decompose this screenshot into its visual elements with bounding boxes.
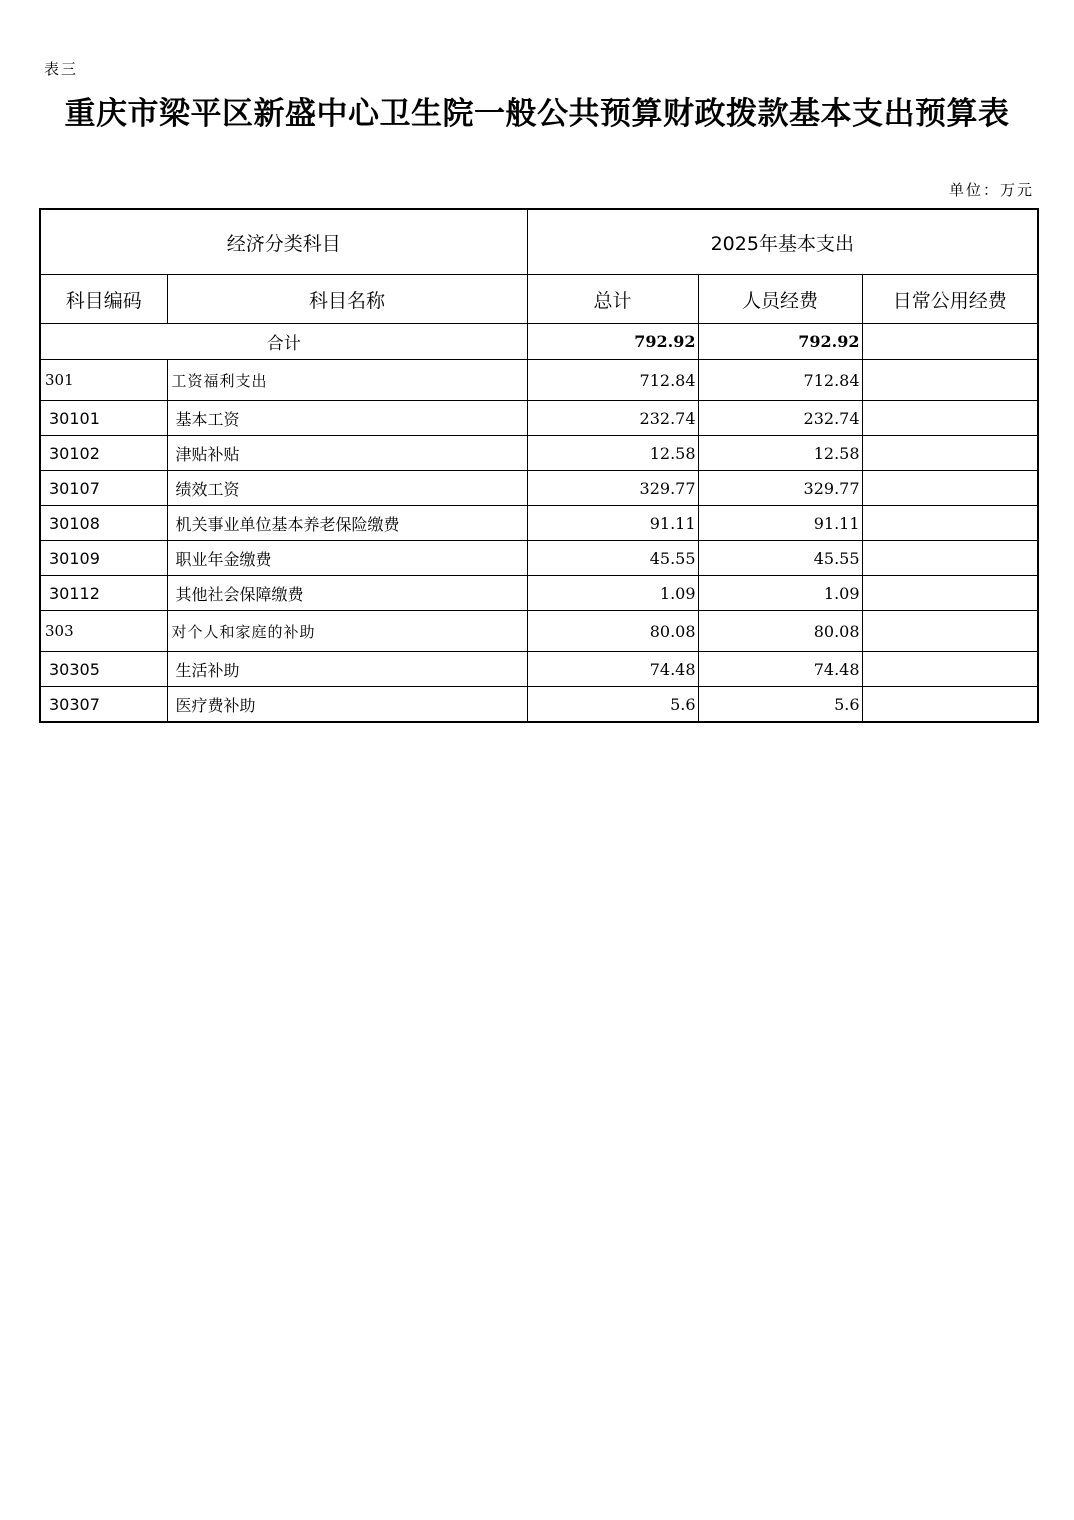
header-total: 总计 (527, 275, 698, 324)
row-public (862, 652, 1038, 687)
row-public (862, 360, 1038, 401)
row-name: 职业年金缴费 (167, 541, 527, 576)
total-row (40, 324, 1038, 360)
row-name: 医疗费补助 (167, 687, 527, 723)
row-total: 45.55 (527, 541, 698, 576)
row-total: 74.48 (527, 652, 698, 687)
row-name: 对个人和家庭的补助 (167, 611, 527, 652)
header-row-2 (40, 275, 1038, 324)
row-total: 232.74 (527, 401, 698, 436)
page-title: 重庆市梁平区新盛中心卫生院一般公共预算财政拨款基本支出预算表 (64, 96, 1010, 132)
row-public (862, 401, 1038, 436)
row-public (862, 611, 1038, 652)
header-year-expense: 2025年基本支出 (527, 209, 1038, 275)
total-personnel: 792.92 (698, 324, 862, 360)
row-code: 303 (40, 611, 167, 652)
row-name: 工资福利支出 (167, 360, 527, 401)
table-row (40, 687, 1038, 723)
row-public (862, 541, 1038, 576)
row-code: 30108 (40, 506, 167, 541)
row-name: 基本工资 (167, 401, 527, 436)
table-row (40, 436, 1038, 471)
row-public (862, 436, 1038, 471)
row-name: 津贴补贴 (167, 436, 527, 471)
row-public (862, 576, 1038, 611)
row-personnel: 5.6 (698, 687, 862, 723)
table-row (40, 401, 1038, 436)
total-label: 合计 (40, 324, 527, 360)
row-personnel: 45.55 (698, 541, 862, 576)
row-code: 30102 (40, 436, 167, 471)
row-total: 329.77 (527, 471, 698, 506)
row-total: 712.84 (527, 360, 698, 401)
header-code: 科目编码 (40, 275, 167, 324)
table-row (40, 360, 1038, 401)
header-public: 日常公用经费 (862, 275, 1038, 324)
row-personnel: 232.74 (698, 401, 862, 436)
row-code: 30112 (40, 576, 167, 611)
budget-table (39, 208, 1039, 723)
row-personnel: 74.48 (698, 652, 862, 687)
row-name: 生活补助 (167, 652, 527, 687)
row-personnel: 12.58 (698, 436, 862, 471)
row-personnel: 712.84 (698, 360, 862, 401)
row-total: 1.09 (527, 576, 698, 611)
unit-label: 单位：万元 (948, 181, 1034, 199)
table-row (40, 471, 1038, 506)
row-code: 301 (40, 360, 167, 401)
row-public (862, 506, 1038, 541)
table-label: 表三 (44, 60, 79, 78)
header-row-1 (40, 209, 1038, 275)
row-total: 12.58 (527, 436, 698, 471)
total-public (862, 324, 1038, 360)
table-row (40, 541, 1038, 576)
row-total: 5.6 (527, 687, 698, 723)
row-code: 30307 (40, 687, 167, 723)
row-personnel: 91.11 (698, 506, 862, 541)
table-row (40, 506, 1038, 541)
table-row (40, 611, 1038, 652)
row-name: 绩效工资 (167, 471, 527, 506)
header-name: 科目名称 (167, 275, 527, 324)
row-public (862, 687, 1038, 723)
row-personnel: 80.08 (698, 611, 862, 652)
row-personnel: 1.09 (698, 576, 862, 611)
total-total: 792.92 (527, 324, 698, 360)
row-total: 80.08 (527, 611, 698, 652)
table-row (40, 652, 1038, 687)
row-code: 30305 (40, 652, 167, 687)
row-total: 91.11 (527, 506, 698, 541)
header-personnel: 人员经费 (698, 275, 862, 324)
row-code: 30109 (40, 541, 167, 576)
row-code: 30107 (40, 471, 167, 506)
header-econ-class: 经济分类科目 (40, 209, 527, 275)
row-name: 其他社会保障缴费 (167, 576, 527, 611)
table-row (40, 576, 1038, 611)
row-name: 机关事业单位基本养老保险缴费 (167, 506, 527, 541)
row-public (862, 471, 1038, 506)
row-personnel: 329.77 (698, 471, 862, 506)
row-code: 30101 (40, 401, 167, 436)
